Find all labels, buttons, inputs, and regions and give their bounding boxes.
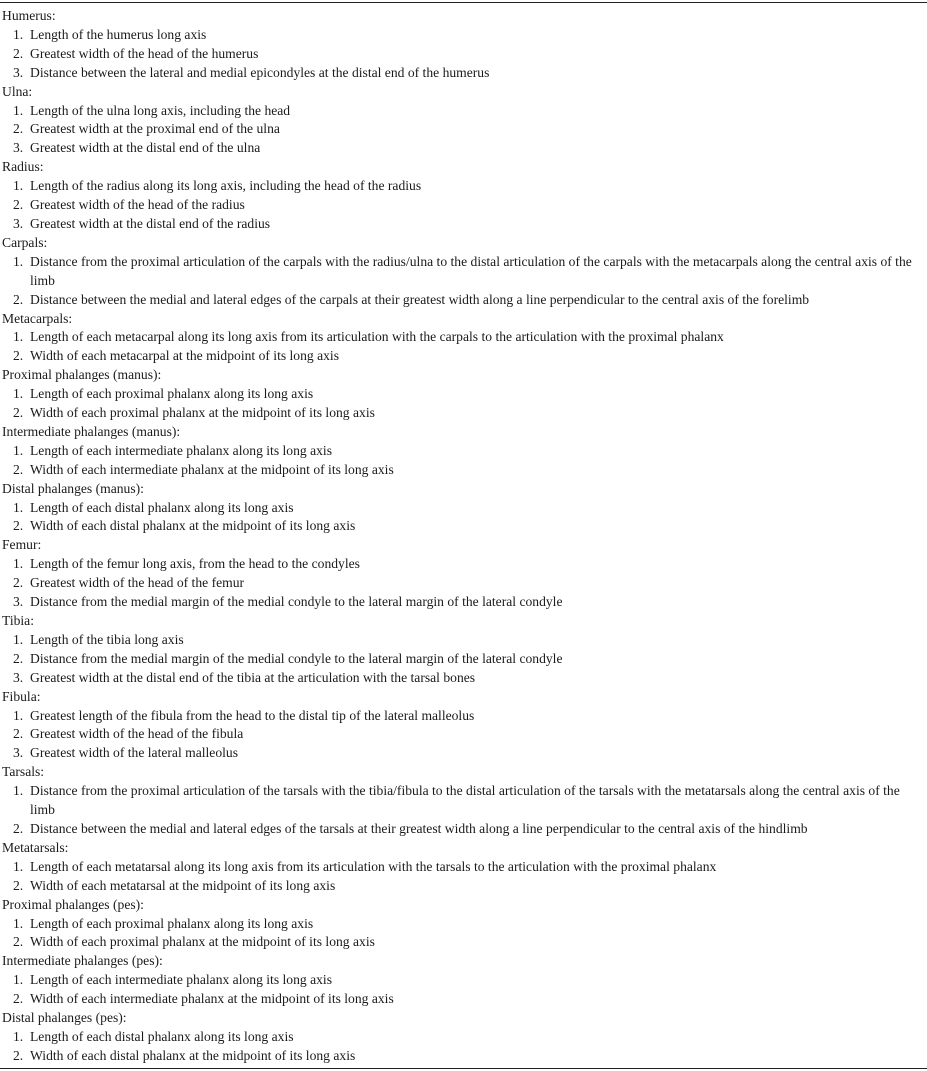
measurement-item xyxy=(0,669,927,688)
bone-heading: Radius: xyxy=(2,159,44,175)
measurement-items xyxy=(0,328,927,366)
bone-heading: Metacarpals: xyxy=(2,310,73,326)
measurement-item xyxy=(0,990,927,1009)
measurement-items xyxy=(0,102,927,159)
measurement-item xyxy=(0,631,927,650)
measurement-text: Length of each metatarsal along its long axis from its articulation with the tarsals to the articulation with the proximal phalanx xyxy=(30,858,717,874)
bone-heading: Femur: xyxy=(2,537,42,553)
measurement-item xyxy=(0,291,927,310)
measurement-items xyxy=(0,442,927,480)
measurement-items xyxy=(0,915,927,953)
measurement-item xyxy=(0,915,927,934)
measurement-item xyxy=(0,574,927,593)
measurement-item xyxy=(0,725,927,744)
measurement-number: 2. xyxy=(13,726,24,742)
measurement-text: Length of the tibia long axis xyxy=(30,631,184,647)
bone-section xyxy=(0,612,927,688)
bone-section xyxy=(0,763,927,839)
measurement-item xyxy=(0,215,927,234)
bone-section xyxy=(0,688,927,764)
measurement-number: 2. xyxy=(13,348,24,364)
measurement-items xyxy=(0,858,927,896)
measurement-item xyxy=(0,707,927,726)
measurement-item xyxy=(0,196,927,215)
measurement-items xyxy=(0,631,927,688)
measurement-text: Width of each proximal phalanx at the midpoint of its long axis xyxy=(30,405,375,421)
measurement-items xyxy=(0,1028,927,1066)
bone-heading: Ulna: xyxy=(2,83,33,99)
measurement-text: Length of each proximal phalanx along its long axis xyxy=(30,386,314,402)
measurement-items xyxy=(0,177,927,234)
measurement-number: 1. xyxy=(13,26,24,42)
measurement-text: Width of each distal phalanx at the midpoint of its long axis xyxy=(30,1047,356,1063)
measurement-text: Width of each intermediate phalanx at the midpoint of its long axis xyxy=(30,991,394,1007)
measurement-number: 3. xyxy=(13,64,24,80)
measurement-text: Length of the radius along its long axis, including the head of the radius xyxy=(30,178,422,194)
measurement-item xyxy=(0,1047,927,1066)
measurement-item xyxy=(0,971,927,990)
bone-heading: Humerus: xyxy=(2,8,56,23)
measurement-item xyxy=(0,461,927,480)
measurement-items xyxy=(0,782,927,839)
bone-heading: Carpals: xyxy=(2,234,48,250)
measurement-number: 1. xyxy=(13,1028,24,1044)
measurement-number: 1. xyxy=(13,972,24,988)
measurement-text: Greatest width of the head of the fibula xyxy=(30,726,244,742)
measurement-number: 2. xyxy=(13,197,24,213)
measurement-text: Width of each distal phalanx at the midpoint of its long axis xyxy=(30,518,356,534)
measurement-text: Length of each metacarpal along its long axis from its articulation with the carpals to the articulation with the proximal phalanx xyxy=(30,329,724,345)
bone-heading: Proximal phalanges (pes): xyxy=(2,896,144,912)
measurement-number: 1. xyxy=(13,253,24,269)
measurement-list xyxy=(0,7,927,1066)
measurement-number: 1. xyxy=(13,858,24,874)
measurement-item xyxy=(0,877,927,896)
measurement-number: 2. xyxy=(13,1047,24,1063)
measurement-text: Length of each intermediate phalanx along its long axis xyxy=(30,972,332,988)
measurement-text: Distance from the medial margin of the medial condyle to the lateral margin of the lateral condyle xyxy=(30,650,563,666)
measurement-text: Greatest width at the distal end of the tibia at the articulation with the tarsal bones xyxy=(30,669,476,685)
bone-section xyxy=(0,839,927,896)
measurement-text: Width of each intermediate phalanx at the midpoint of its long axis xyxy=(30,461,394,477)
measurement-text: Distance between the medial and lateral edges of the tarsals at their greatest width along a line perpendicular to the central axis of the hindlimb xyxy=(30,820,808,836)
measurement-item xyxy=(0,139,927,158)
measurement-text: Greatest width of the lateral malleolus xyxy=(30,745,238,761)
bone-heading: Intermediate phalanges (pes): xyxy=(2,953,163,969)
measurement-text: Length of each distal phalanx along its long axis xyxy=(30,1028,294,1044)
bone-heading: Metatarsals: xyxy=(2,839,69,855)
measurement-text: Length of the femur long axis, from the head to the condyles xyxy=(30,556,360,572)
measurement-number: 2. xyxy=(13,121,24,137)
measurement-text: Greatest width of the head of the radius xyxy=(30,197,245,213)
measurement-number: 3. xyxy=(13,669,24,685)
measurement-number: 2. xyxy=(13,45,24,61)
measurement-number: 3. xyxy=(13,140,24,156)
measurement-items xyxy=(0,707,927,764)
measurement-text: Width of each metacarpal at the midpoint of its long axis xyxy=(30,348,339,364)
measurement-item xyxy=(0,102,927,121)
measurement-item xyxy=(0,1028,927,1047)
measurement-item xyxy=(0,744,927,763)
bone-section xyxy=(0,366,927,423)
measurement-number: 1. xyxy=(13,102,24,118)
bone-section xyxy=(0,952,927,1009)
measurement-number: 1. xyxy=(13,442,24,458)
measurement-items xyxy=(0,971,927,1009)
measurement-item xyxy=(0,499,927,518)
measurement-number: 2. xyxy=(13,934,24,950)
measurement-item xyxy=(0,120,927,139)
measurement-text: Greatest width at the distal end of the ulna xyxy=(30,140,261,156)
bone-section xyxy=(0,536,927,612)
measurement-text: Length of each distal phalanx along its long axis xyxy=(30,499,294,515)
bone-section xyxy=(0,423,927,480)
measurement-item xyxy=(0,650,927,669)
bone-section xyxy=(0,158,927,234)
bone-section xyxy=(0,896,927,953)
measurement-item xyxy=(0,45,927,64)
bone-heading: Distal phalanges (pes): xyxy=(2,1010,127,1026)
measurement-text: Greatest length of the fibula from the head to the distal tip of the lateral malleolus xyxy=(30,707,475,723)
bone-section xyxy=(0,83,927,159)
measurement-text: Greatest width at the distal end of the radius xyxy=(30,215,271,231)
measurement-items xyxy=(0,385,927,423)
measurement-text: Length of each proximal phalanx along its long axis xyxy=(30,915,314,931)
measurement-item xyxy=(0,517,927,536)
measurement-number: 1. xyxy=(13,915,24,931)
measurement-number: 1. xyxy=(13,329,24,345)
measurement-item xyxy=(0,593,927,612)
measurement-number: 1. xyxy=(13,707,24,723)
measurement-text: Distance from the proximal articulation of the carpals with the radius/ulna to the distal articulation of the carpals with the metacarpals along the central axis of the limb xyxy=(30,253,912,288)
measurement-number: 2. xyxy=(13,405,24,421)
measurement-item xyxy=(0,26,927,45)
bone-heading: Intermediate phalanges (manus): xyxy=(2,423,181,439)
measurement-text: Greatest width at the proximal end of the ulna xyxy=(30,121,280,137)
measurement-item xyxy=(0,64,927,83)
bone-section xyxy=(0,234,927,310)
bone-heading: Tarsals: xyxy=(2,764,45,780)
measurement-text: Distance between the medial and lateral edges of the carpals at their greatest width along a line perpendicular to the central axis of the forelimb xyxy=(30,291,810,307)
measurement-number: 2. xyxy=(13,991,24,1007)
measurement-item xyxy=(0,177,927,196)
measurement-text: Greatest width of the head of the femur xyxy=(30,575,245,591)
bottom-rule xyxy=(0,1068,927,1069)
measurement-number: 2. xyxy=(13,820,24,836)
measurement-item xyxy=(0,404,927,423)
measurement-item xyxy=(0,858,927,877)
top-rule xyxy=(0,2,927,3)
measurement-number: 1. xyxy=(13,783,24,799)
measurement-item xyxy=(0,253,927,291)
bone-section xyxy=(0,1009,927,1066)
measurement-text: Distance between the lateral and medial epicondyles at the distal end of the humerus xyxy=(30,64,490,80)
measurement-item xyxy=(0,347,927,366)
measurement-text: Length of the ulna long axis, including the head xyxy=(30,102,291,118)
measurement-number: 3. xyxy=(13,745,24,761)
measurement-text: Length of each intermediate phalanx along its long axis xyxy=(30,442,332,458)
measurement-text: Width of each proximal phalanx at the midpoint of its long axis xyxy=(30,934,375,950)
measurement-text: Greatest width of the head of the humerus xyxy=(30,45,259,61)
measurement-number: 2. xyxy=(13,877,24,893)
measurement-item xyxy=(0,782,927,820)
measurement-text: Length of the humerus long axis xyxy=(30,26,207,42)
measurement-items xyxy=(0,26,927,83)
measurement-number: 1. xyxy=(13,499,24,515)
measurement-item xyxy=(0,820,927,839)
measurement-item xyxy=(0,555,927,574)
measurement-items xyxy=(0,499,927,537)
measurement-number: 2. xyxy=(13,461,24,477)
measurement-number: 1. xyxy=(13,556,24,572)
bone-heading: Distal phalanges (manus): xyxy=(2,480,144,496)
measurement-item xyxy=(0,442,927,461)
measurement-number: 3. xyxy=(13,215,24,231)
measurement-text: Distance from the proximal articulation of the tarsals with the tibia/fibula to the distal articulation of the tarsals with the metatarsals along the central axis of the limb xyxy=(30,783,900,818)
bone-heading: Fibula: xyxy=(2,688,41,704)
bone-section xyxy=(0,7,927,83)
measurement-items xyxy=(0,555,927,612)
measurement-items xyxy=(0,253,927,310)
bone-heading: Proximal phalanges (manus): xyxy=(2,367,162,383)
measurement-item xyxy=(0,328,927,347)
measurement-item xyxy=(0,385,927,404)
measurement-text: Distance from the medial margin of the medial condyle to the lateral margin of the lateral condyle xyxy=(30,594,563,610)
measurement-number: 1. xyxy=(13,631,24,647)
measurement-number: 2. xyxy=(13,650,24,666)
bone-heading: Tibia: xyxy=(2,613,34,628)
measurement-number: 1. xyxy=(13,178,24,194)
measurement-number: 2. xyxy=(13,575,24,591)
bone-section xyxy=(0,310,927,367)
measurement-item xyxy=(0,933,927,952)
measurement-number: 2. xyxy=(13,518,24,534)
measurement-text: Width of each metatarsal at the midpoint of its long axis xyxy=(30,877,336,893)
measurement-number: 3. xyxy=(13,594,24,610)
measurement-number: 1. xyxy=(13,386,24,402)
measurement-number: 2. xyxy=(13,291,24,307)
bone-section xyxy=(0,480,927,537)
